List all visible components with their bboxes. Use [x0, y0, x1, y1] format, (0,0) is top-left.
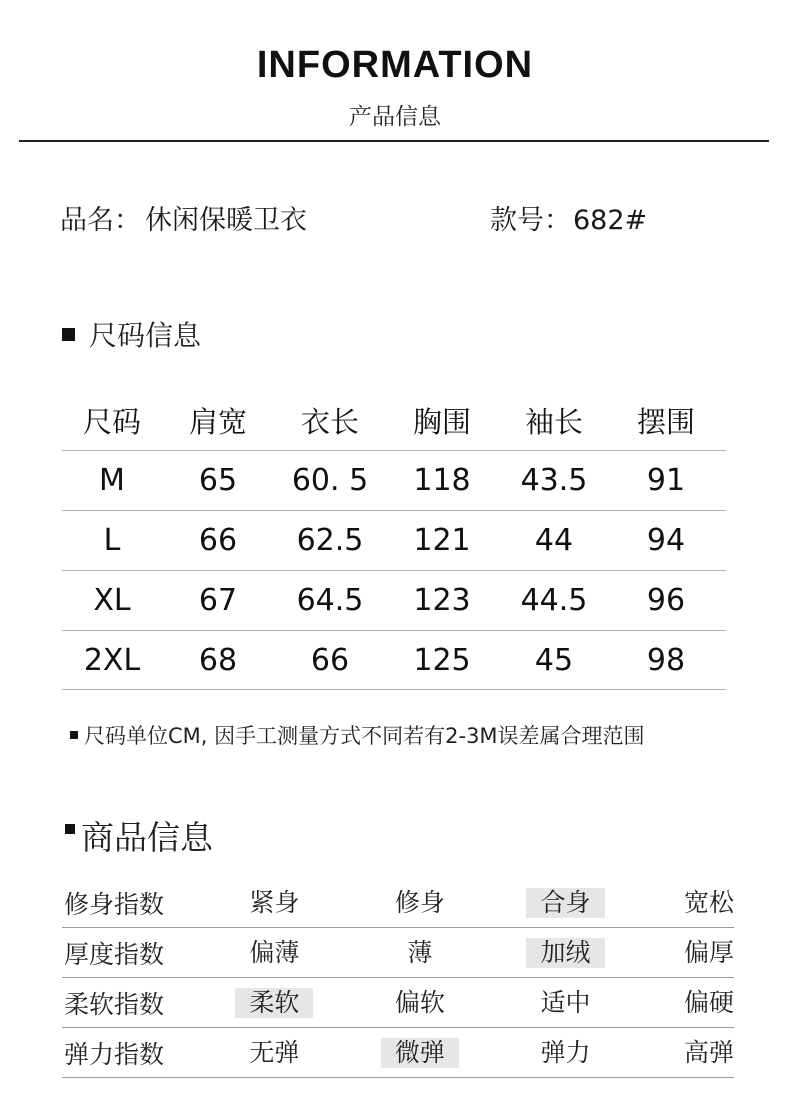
goods-option: [493, 888, 639, 918]
size-table-cell: XL: [93, 583, 131, 618]
size-table-header-cell: 衣长: [300, 404, 359, 439]
goods-option-text: 适中: [540, 987, 591, 1017]
goods-option: [493, 938, 639, 968]
goods-option: [638, 888, 734, 918]
size-table-cell: L: [103, 523, 121, 558]
goods-option-text: 合身: [526, 888, 604, 918]
goods-option-text: 偏软: [394, 987, 445, 1017]
size-table-cell: 44.5: [520, 583, 588, 618]
goods-row-softness: [62, 978, 734, 1028]
goods-row-thickness: [62, 928, 734, 978]
goods-option: [347, 988, 493, 1018]
goods-row-elasticity: [62, 1028, 734, 1078]
product-name-label: 品名：: [60, 205, 141, 236]
goods-option-text: 微弹: [381, 1038, 459, 1068]
size-table-cell: 96: [646, 583, 686, 618]
product-name: [60, 198, 307, 237]
goods-option: [493, 1038, 639, 1068]
product-model-value: 682#: [573, 205, 648, 236]
size-note-text: 尺码单位CM, 因手工测量方式不同若有2-3M误差属合理范围: [84, 724, 645, 748]
goods-row-label: 修身指数: [64, 889, 165, 919]
size-table-cell: 2XL: [83, 642, 141, 678]
size-table-cell: 125: [413, 642, 471, 678]
size-table-cell: 94: [646, 523, 686, 558]
goods-section-heading: [65, 812, 213, 859]
goods-option-text: 偏薄: [249, 937, 300, 967]
size-table-cell: 66: [310, 642, 350, 678]
goods-option: [202, 888, 348, 918]
size-table-cell: 62.5: [296, 523, 364, 558]
goods-option-text: 薄: [407, 937, 433, 967]
goods-option: [347, 1038, 493, 1068]
goods-section-title: 商品信息: [81, 818, 213, 857]
size-table-cell: 91: [646, 463, 686, 498]
goods-option-text: 弹力: [540, 1037, 591, 1067]
square-bullet-icon: [70, 731, 78, 739]
goods-option-text: 无弹: [249, 1037, 300, 1067]
goods-option-text: 偏硬: [683, 987, 734, 1017]
size-table-cell: 67: [198, 583, 238, 618]
size-table-header-cell: 摆围: [636, 404, 695, 439]
size-table-cell: 60. 5: [291, 463, 369, 498]
size-table-cell: 64.5: [296, 583, 364, 618]
table-row: [62, 570, 726, 630]
size-table-header-cell: 肩宽: [188, 404, 247, 439]
goods-option-text: 紧身: [249, 887, 300, 917]
table-row: [62, 630, 726, 690]
size-table-cell: 45: [534, 642, 574, 678]
goods-option: [638, 988, 734, 1018]
goods-row-label: 弹力指数: [64, 1039, 165, 1069]
size-section-title: 尺码信息: [89, 319, 202, 352]
size-table-cell: 118: [413, 463, 471, 498]
goods-option: [638, 938, 734, 968]
header-divider: [19, 140, 769, 142]
goods-option: [347, 888, 493, 918]
table-row: [62, 450, 726, 510]
size-table-header-row: [62, 390, 726, 450]
size-note: [70, 720, 645, 750]
goods-option: [202, 988, 348, 1018]
goods-option-text: 修身: [394, 887, 445, 917]
goods-row-fit: [62, 878, 734, 928]
goods-option-text: 偏厚: [683, 937, 734, 967]
goods-table: [62, 878, 734, 1078]
goods-option-text: 高弹: [683, 1037, 734, 1067]
size-table-cell: M: [99, 463, 125, 498]
size-table-header-cell: 尺码: [82, 404, 141, 439]
size-table-cell: 43.5: [520, 463, 588, 498]
size-table-cell: 121: [413, 523, 471, 558]
goods-row-label: 厚度指数: [64, 939, 165, 969]
size-table-cell: 66: [198, 523, 238, 558]
size-table-cell: 98: [646, 642, 686, 678]
goods-option-text: 柔软: [235, 988, 313, 1018]
square-bullet-icon: [65, 824, 75, 834]
page-subtitle: 产品信息: [349, 104, 441, 130]
size-table-cell: 68: [198, 642, 238, 678]
size-table-cell: 44: [534, 523, 574, 558]
product-model: [490, 198, 647, 237]
goods-option-text: 宽松: [683, 887, 734, 917]
size-section-heading: [62, 314, 201, 354]
goods-row-label: 柔软指数: [64, 989, 165, 1019]
size-table-header-cell: 胸围: [412, 404, 471, 439]
size-table: [62, 390, 726, 690]
goods-option: [202, 1038, 348, 1068]
table-row: [62, 510, 726, 570]
size-table-cell: 123: [413, 583, 471, 618]
product-model-label: 款号：: [490, 205, 571, 236]
goods-option: [638, 1038, 734, 1068]
goods-option-text: 加绒: [526, 938, 604, 968]
goods-option: [493, 988, 639, 1018]
goods-option: [202, 938, 348, 968]
product-name-value: 休闲保暖卫衣: [145, 205, 307, 236]
size-table-header-cell: 袖长: [524, 404, 583, 439]
square-bullet-icon: [62, 328, 75, 341]
size-table-cell: 65: [198, 463, 238, 498]
goods-option: [347, 938, 493, 968]
page-title: INFORMATION: [256, 44, 534, 86]
